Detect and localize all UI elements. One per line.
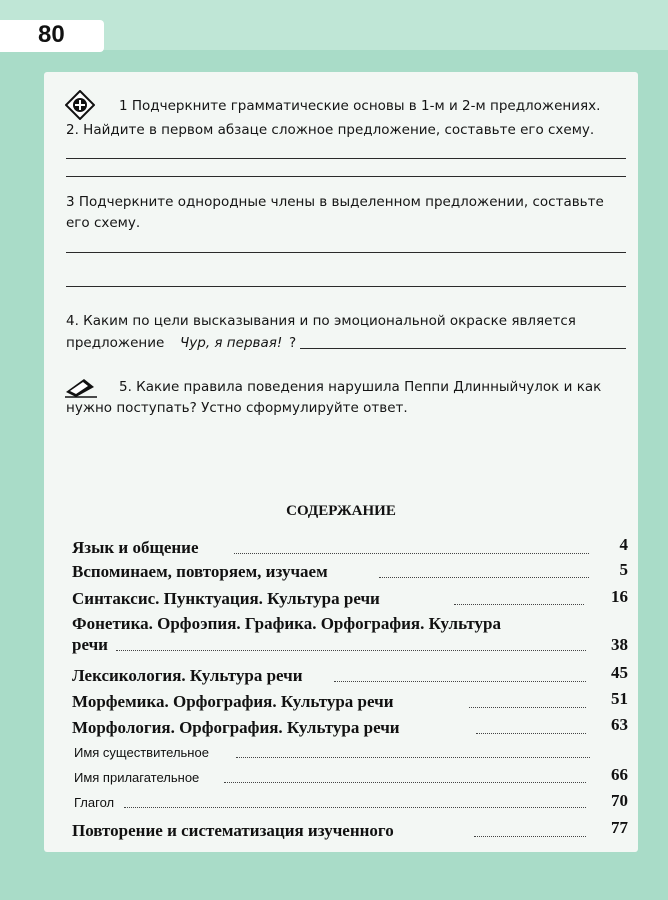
toc-item: Фонетика. Орфоэпия. Графика. Орфография. Культура <box>72 614 502 633</box>
answer-line <box>66 158 626 159</box>
toc-leader <box>234 553 589 554</box>
toc-leader <box>116 650 586 651</box>
answer-line <box>66 176 626 177</box>
exercise-5-text-line2: нужно поступать? Устно сформулируйте ответ. <box>66 400 408 416</box>
toc-item-continued: речи <box>72 635 108 654</box>
exercise-marker-icon <box>65 90 95 120</box>
toc-page: 38 <box>611 635 628 654</box>
toc-item: Морфемика. Орфография. Культура речи <box>72 692 394 711</box>
toc-page: 66 <box>611 765 628 784</box>
contents-title: СОДЕРЖАНИЕ <box>286 503 396 519</box>
answer-line <box>66 286 626 287</box>
toc-leader <box>469 707 586 708</box>
toc-leader <box>474 836 586 837</box>
toc-subitem: Имя существительное <box>74 745 209 760</box>
toc-page: 77 <box>611 818 628 837</box>
toc-leader <box>379 577 589 578</box>
toc-item: Лексикология. Культура речи <box>72 666 303 685</box>
toc-item: Повторение и систематизация изученного <box>72 821 394 840</box>
toc-item: Синтаксис. Пунктуация. Культура речи <box>72 589 380 608</box>
exercise-3-text-line1: 3 Подчеркните однородные члены в выделенном предложении, составьте <box>66 194 604 210</box>
exercise-4-question-mark: ? <box>289 335 297 351</box>
toc-leader <box>334 681 586 682</box>
pencil-icon <box>64 376 98 398</box>
exercise-3-text-line2: его схему. <box>66 215 141 231</box>
page-number-tab <box>0 20 104 52</box>
toc-leader <box>236 757 590 758</box>
toc-page: 70 <box>611 791 628 810</box>
exercise-1-text: 1 Подчеркните грамматические основы в 1-м и 2-м предложениях. <box>119 98 601 114</box>
toc-page: 63 <box>611 715 628 734</box>
page-number: 80 <box>38 21 65 48</box>
toc-leader <box>224 782 586 783</box>
exercise-4-text-line1: 4. Каким по цели высказывания и по эмоциональной окраске является <box>66 313 576 329</box>
toc-subitem: Глагол <box>74 795 115 810</box>
answer-line <box>300 348 626 349</box>
exercise-4-label: предложение <box>66 335 165 351</box>
toc-item: Морфология. Орфография. Культура речи <box>72 718 400 737</box>
exercise-5-text-line1: 5. Какие правила поведения нарушила Пеппи Длинныйчулок и как <box>119 379 602 395</box>
toc-item: Вспоминаем, повторяем, изучаем <box>72 562 328 581</box>
toc-page: 51 <box>611 689 628 708</box>
toc-page: 4 <box>619 535 628 554</box>
toc-item: Язык и общение <box>72 538 199 557</box>
toc-leader <box>124 807 586 808</box>
answer-line <box>66 252 626 253</box>
toc-leader <box>454 604 584 605</box>
toc-page: 16 <box>611 587 628 606</box>
toc-page: 45 <box>611 663 628 682</box>
exercise-2-text: 2. Найдите в первом абзаце сложное предложение, составьте его схему. <box>66 122 595 138</box>
toc-leader <box>476 733 586 734</box>
toc-page: 5 <box>619 560 628 579</box>
toc-subitem: Имя прилагательное <box>74 770 200 785</box>
content-panel <box>44 72 638 852</box>
exercise-4-quote: Чур, я первая! <box>180 335 283 351</box>
